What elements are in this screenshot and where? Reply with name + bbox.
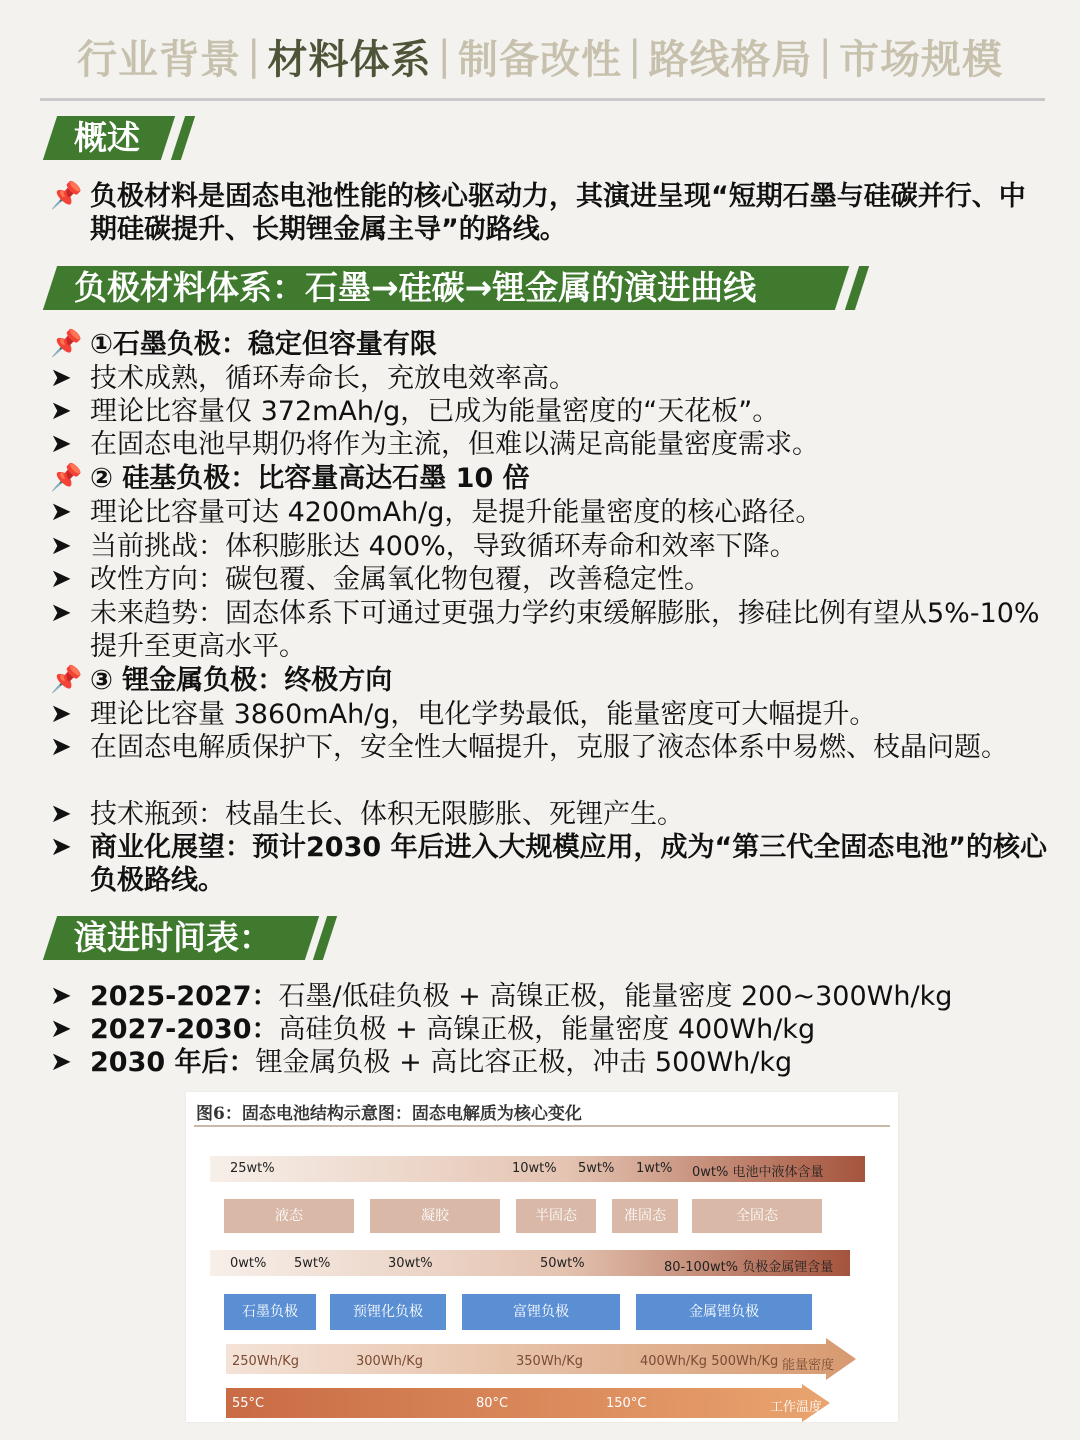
arrow-bullet-icon: ➤ — [50, 363, 72, 393]
arrow-bullet-icon: ➤ — [50, 699, 72, 729]
list-item — [50, 698, 1050, 731]
tab-material-system[interactable]: 材料体系 — [267, 36, 432, 83]
timeline-banner — [38, 916, 338, 960]
graphite-point: 技术成熟，循环寿命长，充放电效率高。 — [90, 363, 576, 394]
overview-heading: 概述 — [74, 118, 140, 157]
overview-text: 负极材料是固态电池性能的核心驱动力，其演进呈现“短期石墨与硅碳并行、中期硅碳提升、长期锂金属主导”的路线。 — [90, 181, 1026, 245]
overview-paragraph — [50, 180, 1050, 246]
temperature-label: 150°C — [606, 1396, 647, 1411]
timeline-period: 2025-2027： — [90, 981, 279, 1012]
state-box: 半固态 — [516, 1199, 596, 1233]
list-item — [50, 362, 1050, 395]
timeline-text: 锂金属负极 + 高比容正极，冲击 500Wh/kg — [255, 1047, 793, 1078]
timeline-item — [50, 1046, 1050, 1079]
lithium-label: 80-100wt% 负极金属锂含量 — [664, 1260, 834, 1275]
timeline-period: 2030 年后： — [90, 1047, 256, 1078]
tab-separator: | — [247, 33, 262, 79]
header-divider — [40, 98, 1045, 101]
lithium-title: ③ 锂金属负极：终极方向 — [90, 665, 393, 696]
temperature-label: 55°C — [232, 1396, 265, 1411]
timeline-text: 高硅负极 + 高镍正极，能量密度 400Wh/kg — [278, 1014, 816, 1045]
arrow-bullet-icon: ➤ — [50, 732, 72, 762]
figure-title: 图6：固态电池结构示意图：固态电解质为核心变化 — [196, 1104, 582, 1124]
arrow-bullet-icon: ➤ — [50, 396, 72, 426]
state-box: 准固态 — [612, 1199, 678, 1233]
arrow-bullet-icon: ➤ — [50, 799, 72, 829]
tab-industry-background[interactable]: 行业背景 — [77, 36, 242, 83]
lithium-point: 商业化展望：预计2030 年后进入大规模应用，成为“第三代全固态电池”的核心负极路线。 — [90, 832, 1048, 896]
pushpin-icon: 📌 — [50, 329, 83, 359]
state-box: 液态 — [224, 1199, 354, 1233]
figure-title-rule — [194, 1125, 890, 1127]
overview-banner — [38, 116, 198, 160]
liquid-label: 25wt% — [230, 1161, 275, 1176]
list-item — [50, 831, 1050, 897]
graphite-point: 理论比容量仅 372mAh/g，已成为能量密度的“天花板”。 — [90, 396, 780, 427]
energy-label: 300Wh/Kg — [356, 1354, 424, 1369]
lithium-point: 理论比容量 3860mAh/g，电化学势最低，能量密度可大幅提升。 — [90, 699, 877, 730]
liquid-label: 1wt% — [636, 1161, 673, 1176]
silicon-point: 未来趋势：固态体系下可通过更强力学约束缓解膨胀，掺硅比例有望从5%-10% 提升至更高水平。 — [90, 598, 1040, 662]
energy-label: 能量密度 — [782, 1358, 835, 1373]
temperature-label: 80°C — [476, 1396, 509, 1411]
list-item — [50, 731, 1050, 764]
temperature-label: 工作温度 — [770, 1400, 823, 1415]
timeline-item — [50, 1013, 1050, 1046]
tab-preparation-modification[interactable]: 制备改性 — [458, 36, 622, 83]
liquid-label: 10wt% — [512, 1161, 557, 1176]
system-banner — [38, 266, 868, 310]
list-item — [50, 395, 1050, 428]
timeline-item — [50, 980, 1050, 1013]
section-tabs — [40, 28, 1040, 84]
pushpin-icon: 📌 — [50, 463, 83, 493]
lithium-label: 5wt% — [294, 1256, 331, 1271]
tab-separator: | — [818, 33, 833, 79]
battery-structure-figure — [186, 1092, 898, 1422]
energy-label: 250Wh/Kg — [232, 1354, 300, 1369]
pushpin-icon: 📌 — [50, 181, 83, 211]
anode-box: 预锂化负极 — [330, 1294, 446, 1330]
timeline-text: 石墨/低硅负极 + 高镍正极，能量密度 200~300Wh/kg — [278, 981, 953, 1012]
arrow-bullet-icon: ➤ — [50, 981, 72, 1011]
graphite-title-row — [50, 328, 1050, 361]
arrow-bullet-icon: ➤ — [50, 429, 72, 459]
arrow-bullet-icon: ➤ — [50, 832, 72, 862]
timeline-heading: 演进时间表： — [74, 918, 272, 957]
silicon-title-row — [50, 462, 1050, 495]
list-item — [50, 798, 1050, 831]
list-item — [50, 496, 1050, 529]
lithium-title-row — [50, 664, 1050, 697]
tab-route-landscape[interactable]: 路线格局 — [648, 36, 813, 83]
tab-separator: | — [628, 33, 643, 79]
arrow-bullet-icon: ➤ — [50, 564, 72, 594]
graphite-point: 在固态电池早期仍将作为主流，但难以满足高能量密度需求。 — [90, 429, 819, 460]
list-item — [50, 428, 1050, 461]
silicon-point: 改性方向：碳包覆、金属氧化物包覆，改善稳定性。 — [90, 564, 711, 595]
silicon-title: ② 硅基负极：比容量高达石墨 10 倍 — [90, 463, 530, 494]
state-box: 凝胶 — [370, 1199, 500, 1233]
liquid-label: 5wt% — [578, 1161, 615, 1176]
anode-box: 金属锂负极 — [636, 1294, 812, 1330]
arrow-bullet-icon: ➤ — [50, 1047, 72, 1077]
arrow-bullet-icon: ➤ — [50, 531, 72, 561]
list-item — [50, 597, 1050, 663]
system-heading: 负极材料体系：石墨→硅碳→锂金属的演进曲线 — [74, 268, 757, 307]
silicon-point: 理论比容量可达 4200mAh/g，是提升能量密度的核心路径。 — [90, 497, 823, 528]
arrow-bullet-icon: ➤ — [50, 497, 72, 527]
state-box: 全固态 — [692, 1199, 822, 1233]
silicon-point: 当前挑战：体积膨胀达 400%，导致循环寿命和效率下降。 — [90, 531, 797, 562]
energy-label: 400Wh/Kg 500Wh/Kg — [640, 1354, 779, 1369]
arrow-bullet-icon: ➤ — [50, 598, 72, 628]
arrow-bullet-icon: ➤ — [50, 1014, 72, 1044]
pushpin-icon: 📌 — [50, 665, 83, 695]
tab-separator: | — [437, 33, 452, 79]
energy-label: 350Wh/Kg — [516, 1354, 584, 1369]
graphite-title: ①石墨负极：稳定但容量有限 — [90, 329, 437, 360]
liquid-label: 0wt% 电池中液体含量 — [692, 1165, 824, 1180]
lithium-label: 30wt% — [388, 1256, 433, 1271]
tab-market-size[interactable]: 市场规模 — [838, 36, 1003, 83]
list-item — [50, 530, 1050, 563]
anode-box: 富锂负极 — [462, 1294, 620, 1330]
anode-box: 石墨负极 — [224, 1294, 316, 1330]
lithium-label: 0wt% — [230, 1256, 267, 1271]
lithium-point: 技术瓶颈：枝晶生长、体积无限膨胀、死锂产生。 — [90, 799, 684, 830]
operating-temperature-arrow — [226, 1384, 846, 1422]
lithium-point: 在固态电解质保护下，安全性大幅提升，克服了液态体系中易燃、枝晶问题。 — [90, 732, 1008, 763]
list-item — [50, 563, 1050, 596]
lithium-label: 50wt% — [540, 1256, 585, 1271]
timeline-period: 2027-2030： — [90, 1014, 279, 1045]
